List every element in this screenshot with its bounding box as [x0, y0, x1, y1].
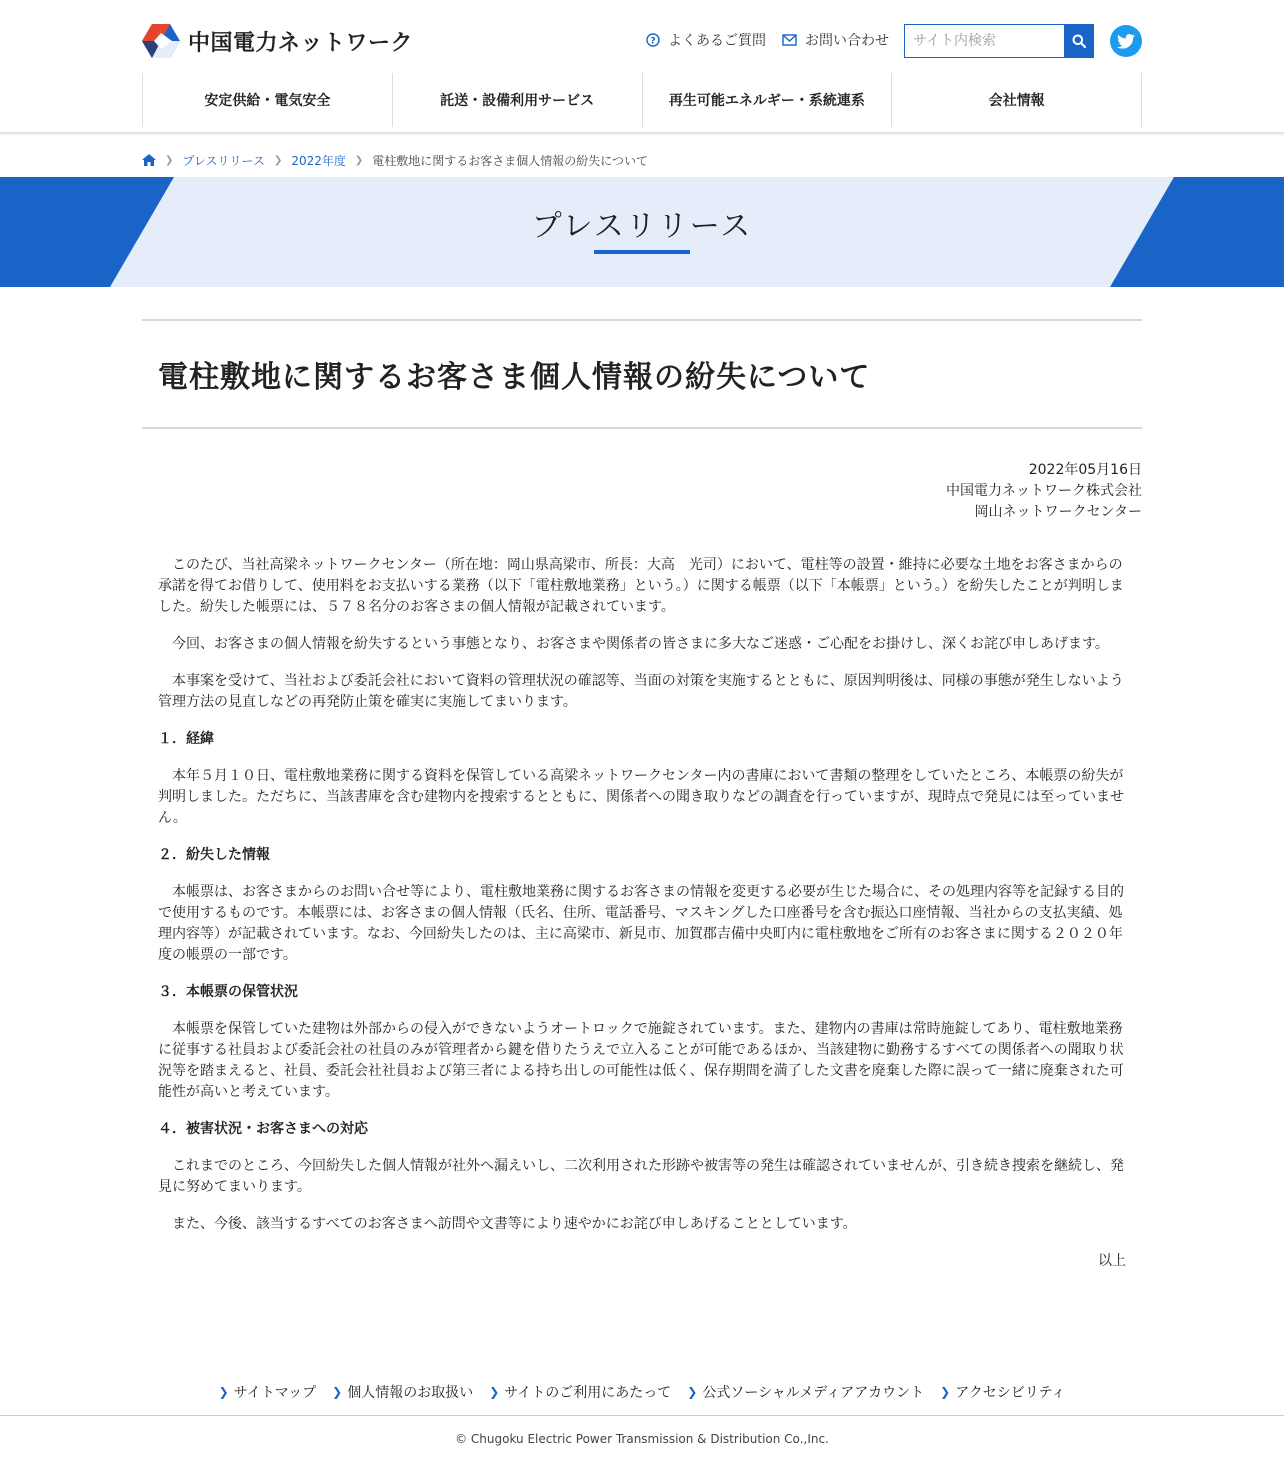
chevron-right-icon: ❯ — [332, 1385, 343, 1399]
footer-links — [0, 1382, 1284, 1402]
article-body — [158, 555, 1126, 1288]
global-nav — [142, 73, 1142, 127]
section-heading: ３．本帳票の保管状況 — [158, 984, 298, 1000]
chevron-right-icon: ❯ — [687, 1385, 698, 1399]
gnav-item-consignment[interactable]: 託送・設備利用サービス — [392, 73, 642, 127]
paragraph: また、今後、該当するすべてのお客さまへ訪問や文書等により速やかにお詫び申しあげることとしています。 — [172, 1216, 857, 1232]
title-top-rule — [142, 319, 1142, 321]
chevron-right-icon: ❯ — [354, 154, 364, 166]
chevron-right-icon: ❯ — [940, 1385, 951, 1399]
breadcrumb-fiscal-year[interactable]: 2022年度 — [291, 153, 346, 168]
search-button[interactable] — [1064, 24, 1094, 58]
page-banner — [0, 177, 1284, 287]
breadcrumb — [142, 151, 648, 169]
search-input[interactable] — [904, 24, 1064, 58]
footer-link-label: サイトマップ — [233, 1385, 317, 1401]
copyright: © Chugoku Electric Power Transmission & Distribution Co.,Inc. — [455, 1432, 829, 1446]
faq-link[interactable] — [646, 30, 766, 50]
logo-text: 中国電力ネットワーク — [188, 30, 414, 56]
site-header — [0, 0, 1284, 134]
home-icon[interactable] — [142, 154, 156, 166]
footer-link-privacy[interactable] — [332, 1382, 473, 1402]
paragraph: 本帳票は、お客さまからのお問い合せ等により、電柱敷地業務に関するお客さまの情報を変更する必要が生じた場合に、その処理内容等を記録する目的で使用するものです。本帳票には、お客さまの個人情報（氏名、住所、電話番号、マスキングした口座番号を含む振込口座情報、当社からの支払実績、処理内容等）が記載されています。なお、今回紛失したのは、主に高梁市、新見市、加賀郡吉備中央町内に電柱敷地をご所有のお客さまに関する２０２０年度の帳票の一部です。 — [158, 884, 1124, 963]
footer-link-label: 公式ソーシャルメディアアカウント — [702, 1385, 925, 1401]
gnav-item-stable-supply[interactable]: 安定供給・電気安全 — [142, 73, 392, 127]
breadcrumb-current: 電柱敷地に関するお客さま個人情報の紛失について — [372, 153, 649, 168]
article-meta — [946, 460, 1142, 523]
chevron-right-icon: ❯ — [489, 1385, 500, 1399]
twitter-button[interactable] — [1110, 25, 1142, 57]
article-title: 電柱敷地に関するお客さま個人情報の紛失について — [158, 360, 871, 395]
chevron-right-icon: ❯ — [273, 154, 283, 166]
gnav-item-renewable[interactable]: 再生可能エネルギー・系統連系 — [642, 73, 892, 127]
svg-text:?: ? — [650, 36, 656, 47]
breadcrumb-press-release[interactable]: プレスリリース — [182, 153, 265, 168]
paragraph: 本事案を受けて、当社および委託会社において資料の管理状況の確認等、当面の対策を実施するとともに、原因判明後は、同様の事態が発生しないよう管理方法の見直しなどの再発防止策を確実に実施してまいります。 — [158, 673, 1124, 710]
footer-link-social[interactable] — [687, 1382, 924, 1402]
chevron-right-icon: ❯ — [165, 154, 174, 166]
paragraph: これまでのところ、今回紛失した個人情報が社外へ漏えいし、二次利用された形跡や被害等の発生は確認されていませんが、引き続き捜索を継続し、発見に努めてまいります。 — [158, 1158, 1124, 1195]
paragraph: 本年５月１０日、電柱敷地業務に関する資料を保管している高梁ネットワークセンター内の書庫において書類の整理をしていたところ、本帳票の紛失が判明しました。ただちに、当該書庫を含む建物内を捜索するとともに、関係者への聞き取りなどの調査を行っていますが、現時点で発見には至っていません。 — [158, 768, 1124, 826]
paragraph: このたび、当社高梁ネットワークセンター（所在地：岡山県高梁市、所長：大高 光司）において、電柱等の設置・維持に必要な土地をお客さまからの承諾を得てお借りして、使用料をお支払いする業務（以下「電柱敷地業務」という。）に関する帳票（以下「本帳票」という。）を紛失したことが判明しました。紛失した帳票には、５７８名分のお客さまの個人情報が記載されています。 — [158, 557, 1124, 615]
faq-label: よくあるご質問 — [668, 33, 766, 49]
twitter-icon — [1117, 34, 1135, 49]
gnav-item-company[interactable]: 会社情報 — [891, 73, 1142, 127]
article-company: 中国電力ネットワーク株式会社 — [946, 483, 1142, 499]
contact-link[interactable] — [782, 30, 889, 50]
site-logo[interactable] — [142, 24, 413, 58]
footer-link-label: アクセシビリティ — [955, 1385, 1066, 1401]
footer-link-label: サイトのご利用にあたって — [504, 1385, 672, 1401]
article-date: 2022年05月16日 — [1028, 462, 1142, 478]
footer-link-terms[interactable] — [489, 1382, 671, 1402]
footer-link-accessibility[interactable] — [940, 1382, 1065, 1402]
search-icon — [1072, 34, 1086, 48]
closing-text: 以上 — [1098, 1253, 1126, 1269]
mail-icon — [782, 34, 797, 46]
paragraph: 今回、お客さまの個人情報を紛失するという事態となり、お客さまや関係者の皆さまに多大なご迷惑・ご心配をお掛けし、深くお詫び申しあげます。 — [172, 636, 1109, 652]
title-bottom-rule — [142, 427, 1142, 429]
article-department: 岡山ネットワークセンター — [974, 504, 1142, 520]
section-heading: ４．被害状況・お客さまへの対応 — [158, 1121, 368, 1137]
footer-link-sitemap[interactable] — [219, 1382, 317, 1402]
banner-underline — [594, 250, 690, 254]
contact-label: お問い合わせ — [805, 33, 889, 49]
section-heading: １．経緯 — [158, 731, 214, 747]
question-circle-icon — [646, 33, 660, 47]
footer-divider — [0, 1415, 1284, 1416]
chevron-right-icon: ❯ — [218, 1385, 229, 1399]
banner-title: プレスリリース — [531, 209, 753, 244]
footer-link-label: 個人情報のお取扱い — [347, 1385, 474, 1401]
site-search — [904, 24, 1094, 58]
paragraph: 本帳票を保管していた建物は外部からの侵入ができないようオートロックで施錠されています。また、建物内の書庫は常時施錠してあり、電柱敷地業務に従事する社員および委託会社の社員のみが管理者から鍵を借りたうえで立入ることが可能であるほか、当該建物に勤務するすべての関係者への聞取り状況等を踏まえると、社員、委託会社社員および第三者による持ち出しの可能性は低く、保存期間を満了した文書を廃棄した際に誤って一緒に廃棄された可能性が高いと考えています。 — [158, 1021, 1124, 1100]
logo-mark-icon — [142, 24, 180, 58]
section-heading: ２．紛失した情報 — [158, 847, 270, 863]
